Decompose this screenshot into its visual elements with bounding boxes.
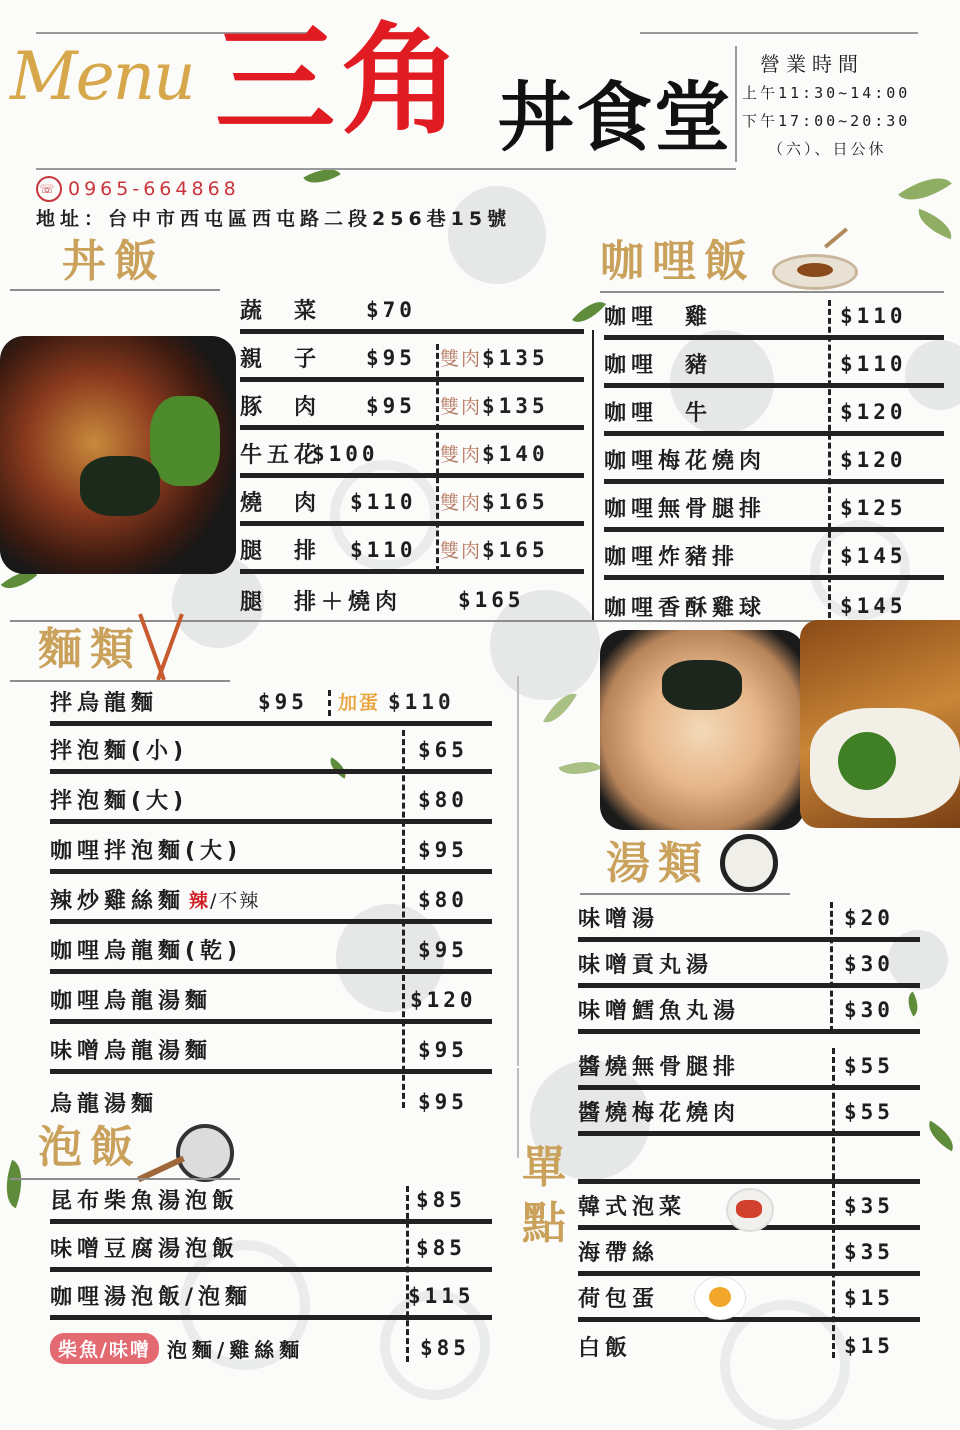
price-divider <box>328 690 331 716</box>
item-name: 咖哩炸豬排 <box>604 545 740 570</box>
item-price: $85 <box>416 1235 466 1260</box>
item-price: $95 <box>418 837 468 862</box>
double-label: 雙肉 <box>440 444 483 466</box>
item-price: $20 <box>844 905 894 930</box>
section-title-soup: 湯類 <box>606 838 710 889</box>
item-price: $95 <box>258 689 308 714</box>
item-price: $65 <box>418 737 468 762</box>
item-name: 蔬 菜 <box>240 299 322 324</box>
menu-row[interactable] <box>240 290 584 334</box>
item-price: $80 <box>418 787 468 812</box>
address: 地址：台中市西屯區西屯路二段256巷15號 <box>36 208 512 230</box>
item-price: $165 <box>458 588 525 612</box>
item-price: $115 <box>408 1283 475 1308</box>
item-price: $70 <box>366 297 416 322</box>
column-divider <box>517 676 519 1066</box>
item-price: $110 <box>840 303 907 328</box>
leaf-icon <box>898 166 952 213</box>
restaurant-name-main: 三角 <box>215 12 467 151</box>
menu-row[interactable] <box>50 980 492 1024</box>
double-meat <box>440 488 549 515</box>
menu-row[interactable] <box>50 930 492 974</box>
item-name: 味噌豆腐湯泡飯 <box>50 1237 240 1262</box>
item-price: $125 <box>840 495 907 520</box>
phone-icon: ☏ <box>36 176 62 202</box>
menu-row[interactable] <box>50 1228 492 1272</box>
menu-row[interactable] <box>578 898 920 942</box>
item-name: 咖哩香酥雞球 <box>604 595 767 621</box>
menu-row[interactable] <box>240 482 584 526</box>
seaweed <box>662 660 742 710</box>
item-price: $120 <box>840 447 907 472</box>
double-label: 雙肉 <box>440 492 483 514</box>
section-title-donburi: 丼飯 <box>62 236 166 287</box>
item-price: $95 <box>366 345 416 370</box>
donburi-photo <box>0 336 236 574</box>
egg-price: $110 <box>388 690 455 714</box>
fried-egg-icon <box>694 1276 746 1320</box>
menu-row[interactable] <box>604 296 944 340</box>
item-name: 咖哩梅花燒肉 <box>604 449 767 474</box>
item-name: 咖哩烏龍湯麵 <box>50 989 213 1014</box>
item-name: 親 子 <box>240 347 322 372</box>
item-name: 咖哩烏龍麵(乾) <box>50 939 243 964</box>
menu-row[interactable] <box>50 682 492 726</box>
blank-row <box>578 1140 920 1184</box>
broth-tag: 柴魚/味噌 <box>50 1333 159 1364</box>
item-name: 拌泡麵(小) <box>50 739 189 764</box>
menu-row[interactable] <box>578 1278 920 1322</box>
menu-row[interactable] <box>240 530 584 574</box>
item-price: $35 <box>844 1239 894 1264</box>
menu-script: Menu <box>10 38 194 115</box>
item-price: $95 <box>418 937 468 962</box>
soup-bowl-icon <box>720 834 778 892</box>
price-divider <box>436 344 439 572</box>
item-price: $85 <box>420 1336 470 1360</box>
double-price: $135 <box>482 394 549 418</box>
item-price: $95 <box>418 1090 468 1114</box>
item-name: 味噌貢丸湯 <box>578 953 714 978</box>
kimchi-icon <box>726 1188 774 1232</box>
section-title-soup-rice: 泡飯 <box>38 1122 142 1173</box>
menu-row[interactable] <box>578 944 920 988</box>
spoon-icon <box>824 227 848 248</box>
menu-row[interactable] <box>604 392 944 436</box>
broccoli <box>150 396 220 486</box>
item-name: 泡麵/雞絲麵 <box>166 1337 305 1362</box>
pot-icon <box>176 1124 234 1182</box>
section-underline <box>10 289 220 291</box>
restaurant-name-sub: 丼食堂 <box>498 73 732 162</box>
menu-row[interactable] <box>604 440 944 484</box>
item-price: $145 <box>840 543 907 568</box>
menu-row[interactable] <box>578 1232 920 1276</box>
double-label: 雙肉 <box>440 348 483 370</box>
item-price: $30 <box>844 951 894 976</box>
udon-photo <box>600 630 805 830</box>
price-divider <box>406 1186 409 1362</box>
double-meat <box>440 440 549 467</box>
price-divider <box>830 902 833 1032</box>
section-title-curry: 咖哩飯 <box>600 236 756 287</box>
menu-row[interactable] <box>50 1180 492 1224</box>
menu-row[interactable] <box>240 338 584 382</box>
item-name: 醬燒梅花燒肉 <box>578 1101 741 1126</box>
price-divider <box>828 300 831 618</box>
section-underline <box>580 893 790 895</box>
spicy-option[interactable] <box>189 886 260 913</box>
leaf-icon <box>558 754 601 783</box>
item-name: 豚 肉 <box>240 395 322 420</box>
item-name: 韓式泡菜 <box>578 1195 687 1220</box>
menu-row[interactable] <box>50 1030 492 1074</box>
broccoli <box>838 732 896 790</box>
item-name: 海帶絲 <box>578 1241 660 1266</box>
leaf-icon <box>0 1160 31 1208</box>
double-price: $135 <box>482 346 549 370</box>
item-price: $85 <box>416 1187 466 1212</box>
item-price: $35 <box>844 1193 894 1218</box>
menu-row[interactable] <box>50 1080 492 1124</box>
double-label: 雙肉 <box>440 540 483 562</box>
egg-label: 加蛋 <box>338 692 381 714</box>
menu-row[interactable] <box>50 1326 492 1370</box>
menu-row[interactable] <box>50 1276 492 1320</box>
item-name: 咖哩拌泡麵(大) <box>50 839 243 864</box>
menu-row[interactable] <box>578 1046 920 1090</box>
item-name: 牛五花 <box>240 443 322 468</box>
item-price: $95 <box>366 393 416 418</box>
hours-line: （六）、日公休 <box>768 140 887 158</box>
menu-row[interactable] <box>604 488 944 532</box>
menu-row[interactable] <box>50 880 492 924</box>
price-divider <box>402 730 405 1108</box>
item-price: $110 <box>350 489 417 514</box>
seaweed <box>80 456 160 516</box>
item-name: 咖哩湯泡飯/泡麵 <box>50 1285 253 1310</box>
spicy-label: 辣 <box>189 890 211 912</box>
menu-row[interactable] <box>578 1324 920 1368</box>
menu-row[interactable] <box>50 730 492 774</box>
menu-row[interactable] <box>604 344 944 388</box>
header-bottom-line <box>36 168 736 170</box>
menu-row[interactable] <box>240 578 584 622</box>
item-name: 腿 排＋燒肉 <box>240 589 403 615</box>
leaf-icon <box>913 209 957 240</box>
item-price: $30 <box>844 997 894 1022</box>
item-price: $95 <box>418 1037 468 1062</box>
double-meat <box>440 536 549 563</box>
item-name: 昆布柴魚湯泡飯 <box>50 1189 240 1214</box>
section-underline <box>600 291 944 293</box>
item-price: $15 <box>844 1334 894 1358</box>
menu-row[interactable] <box>604 536 944 580</box>
item-name: 味噌烏龍湯麵 <box>50 1039 213 1064</box>
phone-number: 0965-664868 <box>68 178 240 200</box>
item-price: $55 <box>844 1053 894 1078</box>
egg-option <box>338 688 455 715</box>
item-name: 燒 肉 <box>240 491 322 516</box>
not-spicy-label: /不辣 <box>210 890 261 912</box>
item-name: 烏龍湯麵 <box>50 1091 159 1117</box>
item-name: 拌泡麵(大) <box>50 789 189 814</box>
item-name: 味噌鱈魚丸湯 <box>578 999 741 1024</box>
curry-photo <box>800 620 960 828</box>
item-name: 醬燒無骨腿排 <box>578 1055 741 1080</box>
item-price: $110 <box>350 537 417 562</box>
hours-title: 營業時間 <box>760 52 864 76</box>
hours-line: 下午17:00~20:30 <box>742 112 911 130</box>
item-name: 咖哩 雞 <box>604 305 713 330</box>
double-label: 雙肉 <box>440 396 483 418</box>
hours-divider <box>735 46 737 162</box>
item-name: 白飯 <box>578 1335 633 1361</box>
menu-row[interactable] <box>578 990 920 1034</box>
header-top-line-right <box>640 32 918 34</box>
curry-plate-icon <box>772 254 858 290</box>
item-price: $120 <box>840 399 907 424</box>
menu-row[interactable] <box>50 780 492 824</box>
item-name: 拌烏龍麵 <box>50 691 159 716</box>
item-price: $80 <box>418 887 468 912</box>
chopsticks-icon-2 <box>156 613 184 680</box>
double-price: $165 <box>482 490 549 514</box>
item-name: 味噌湯 <box>578 907 660 932</box>
double-price: $165 <box>482 538 549 562</box>
item-price: $55 <box>844 1099 894 1124</box>
leaf-icon <box>303 161 340 192</box>
item-name: 咖哩無骨腿排 <box>604 497 767 522</box>
item-name: 咖哩 豬 <box>604 353 713 378</box>
double-meat <box>440 392 549 419</box>
item-price: $120 <box>410 987 477 1012</box>
double-price: $140 <box>482 442 549 466</box>
column-divider <box>592 330 594 620</box>
item-price: $100 <box>312 441 379 466</box>
section-title-noodles: 麵類 <box>38 624 142 675</box>
item-price: $15 <box>844 1285 894 1310</box>
double-meat <box>440 344 549 371</box>
leaf-icon <box>922 1121 959 1152</box>
menu-row[interactable] <box>50 830 492 874</box>
item-name: 腿 排 <box>240 539 322 564</box>
menu-row[interactable] <box>240 434 584 478</box>
menu-row[interactable] <box>578 1092 920 1136</box>
item-name: 辣炒雞絲麵 <box>50 889 186 914</box>
item-name: 荷包蛋 <box>578 1287 660 1312</box>
bg-circle <box>448 186 546 284</box>
price-divider <box>832 1048 835 1358</box>
column-divider <box>517 1068 519 1158</box>
hours-line: 上午11:30~14:00 <box>742 84 911 102</box>
section-title-sides: 單點 <box>522 1142 566 1249</box>
item-name: 咖哩 牛 <box>604 401 713 426</box>
menu-row[interactable] <box>240 386 584 430</box>
phone[interactable] <box>36 176 240 202</box>
item-price: $145 <box>840 594 907 618</box>
item-price: $110 <box>840 351 907 376</box>
